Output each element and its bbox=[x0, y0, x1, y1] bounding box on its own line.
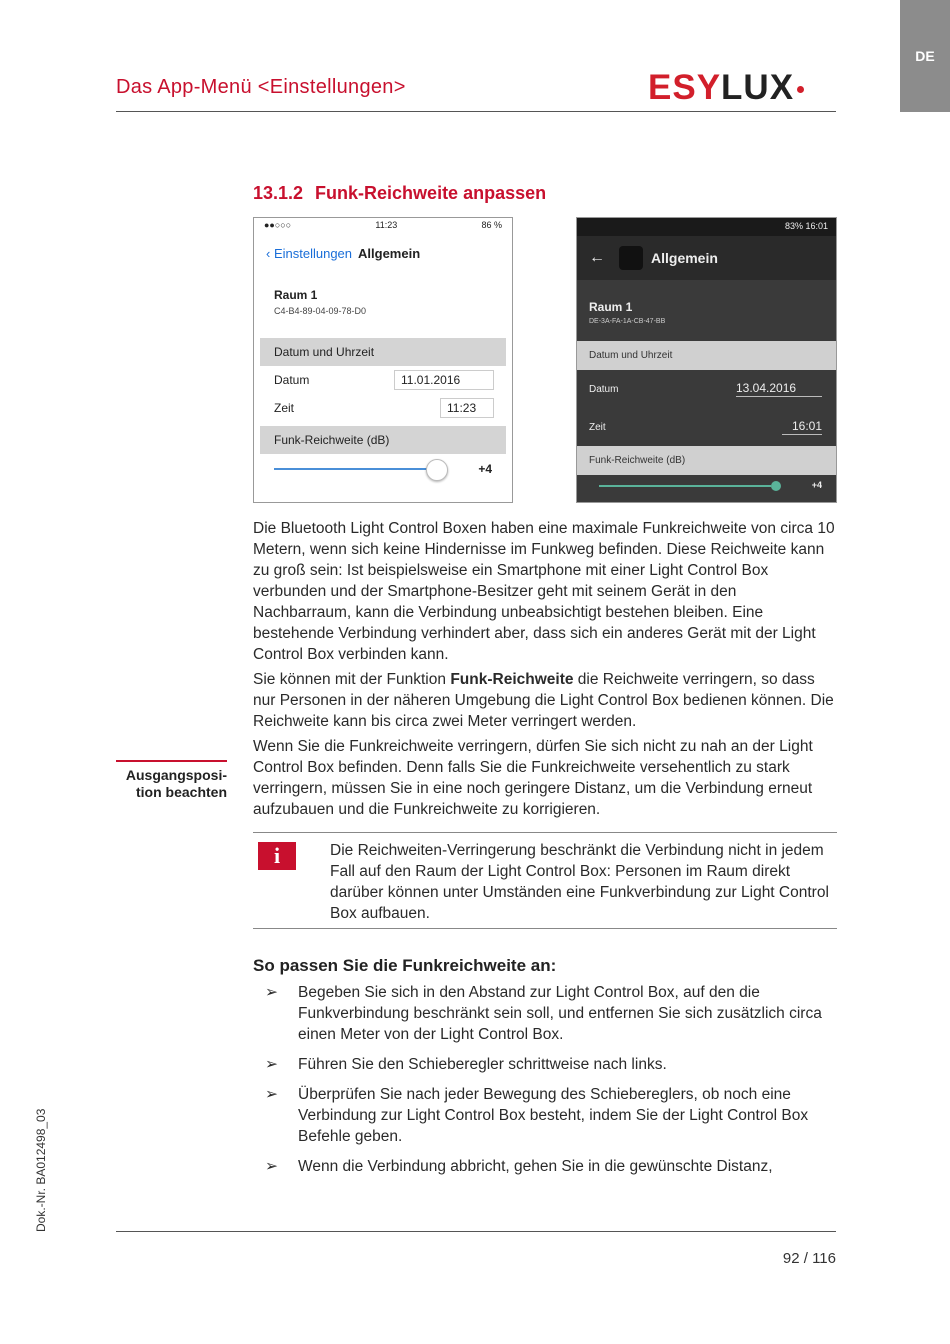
ios-room-name: Raum 1 bbox=[274, 288, 318, 302]
ios-range-slider: +4 bbox=[274, 454, 492, 484]
document-number: Dok.-Nr. BA012498_03 bbox=[34, 1108, 48, 1232]
android-slider-knob bbox=[771, 481, 781, 491]
ios-settings-screenshot bbox=[253, 217, 513, 503]
ios-time-row: Zeit 11:23 bbox=[254, 394, 512, 422]
android-range-slider: +4 bbox=[589, 475, 824, 497]
body-text bbox=[253, 518, 838, 824]
header-divider bbox=[116, 111, 836, 112]
ios-room-id: C4-B4-89-04-09-78-D0 bbox=[274, 306, 367, 316]
android-section-datetime: Datum und Uhrzeit bbox=[577, 341, 836, 370]
android-room-id: DE-3A-FA-1A-CB-47-BB bbox=[589, 318, 666, 325]
android-status-bar: 83% 16:01 bbox=[577, 218, 836, 236]
app-logo-icon bbox=[619, 246, 643, 270]
info-box-bottom-rule bbox=[253, 928, 837, 929]
page-header-title: Das App-Menü <Einstellungen> bbox=[116, 76, 406, 98]
ios-back-button: ‹ Einstellungen bbox=[266, 245, 353, 261]
esylux-logo: ESYLUX bbox=[648, 68, 804, 108]
list-item: ➢ Führen Sie den Schieberegler schrittweise nach links. bbox=[265, 1056, 667, 1073]
android-date-row: Datum 13.04.2016 bbox=[577, 370, 836, 408]
info-box-top-rule bbox=[253, 832, 837, 833]
language-tab: DE bbox=[900, 0, 950, 112]
android-time-row: Zeit 16:01 bbox=[589, 419, 822, 433]
info-icon: i bbox=[258, 842, 296, 870]
list-item: ➢ Begeben Sie sich in den Abstand zur Light Control Box, auf den die Funkverbindung beschränkt sein soll, und entfernen Sie sich zusätzlich circa einen Meter von der Light Control Box. bbox=[265, 984, 822, 1043]
info-text: Die Reichweiten-Verringerung beschränkt die Verbindung nicht in jedem Fall auf den Raum der Light Control Box: Personen im Raum direkt darüber können unter Umständen eine Funkverbindung zur Light Control Box aufbauen. bbox=[330, 842, 829, 922]
android-app-bar: ← Allgemein bbox=[577, 236, 836, 280]
side-note: Ausgangsposi- tion beachten bbox=[125, 767, 227, 800]
android-settings-screenshot bbox=[576, 217, 837, 503]
arrow-bullet-icon: ➢ bbox=[265, 1086, 278, 1103]
ios-date-row: Datum 11.01.2016 bbox=[254, 366, 512, 394]
ios-nav-bar: ‹ Einstellungen Allgemein bbox=[266, 245, 421, 261]
android-section-range: Funk-Reichweite (dB) bbox=[577, 446, 836, 475]
section-heading: 13.1.2 Funk-Reichweite anpassen bbox=[253, 183, 547, 203]
list-item: ➢ Wenn die Verbindung abbricht, gehen Sie in die gewünschte Distanz, bbox=[265, 1158, 773, 1175]
arrow-bullet-icon: ➢ bbox=[265, 1158, 278, 1175]
paragraph: Sie können mit der Funktion Funk-Reichweite die Reichweite verringern, so dass nur Personen in der näheren Umgebung die Light Control Box bedienen können. Die Reichweite kann bis circa zwei Meter verringert werden. bbox=[253, 671, 834, 730]
android-room-name: Raum 1 bbox=[589, 300, 633, 314]
ios-section-range: Funk-Reichweite (dB) bbox=[260, 426, 506, 454]
ios-status-bar: ●●○○○ 11:23 86 % bbox=[264, 220, 502, 230]
side-note-rule bbox=[116, 760, 227, 762]
back-arrow-icon: ← bbox=[589, 249, 605, 266]
steps-heading: So passen Sie die Funkreichweite an: bbox=[253, 956, 557, 975]
list-item: ➢ Überprüfen Sie nach jeder Bewegung des Schiebereglers, ob noch eine Verbindung zur Light Control Box besteht, indem Sie der Light Control Box Befehle geben. bbox=[265, 1086, 809, 1145]
paragraph: Wenn Sie die Funkreichweite verringern, dürfen Sie sich nicht zu nah an der Light Control Box befinden. Denn falls Sie die Funkreichweite versehentlich zu stark verringern, müssen Sie in eine noch geringere Distanz, um die Verbindung erneut aufzubauen und die Funkreichweite zu korrigieren. bbox=[253, 738, 813, 818]
page-number: 92 / 116 bbox=[782, 1250, 836, 1267]
arrow-bullet-icon: ➢ bbox=[265, 984, 278, 1001]
ios-section-datetime: Datum und Uhrzeit bbox=[260, 338, 506, 366]
arrow-bullet-icon: ➢ bbox=[265, 1056, 278, 1073]
paragraph: Die Bluetooth Light Control Boxen haben eine maximale Funkreichweite von circa 10 Metern, wenn sich keine Hindernisse im Funkweg befinden. Diese Reichweite kann zu groß sein: Ist beispielsweise ein Smartphone mit einer Light Control Box verbunden und der Smartphone-Besitzer geht mit seinem Gerät in den Nachbarraum, kann die Verbindung unbeabsichtigt bestehen bleiben. Eine bestehende Verbindung verhindert aber, dass sich ein anderes Gerät mit der Light Control Box verbinden kann. bbox=[253, 520, 835, 663]
ios-slider-knob bbox=[426, 459, 448, 481]
footer-divider bbox=[116, 1231, 836, 1232]
